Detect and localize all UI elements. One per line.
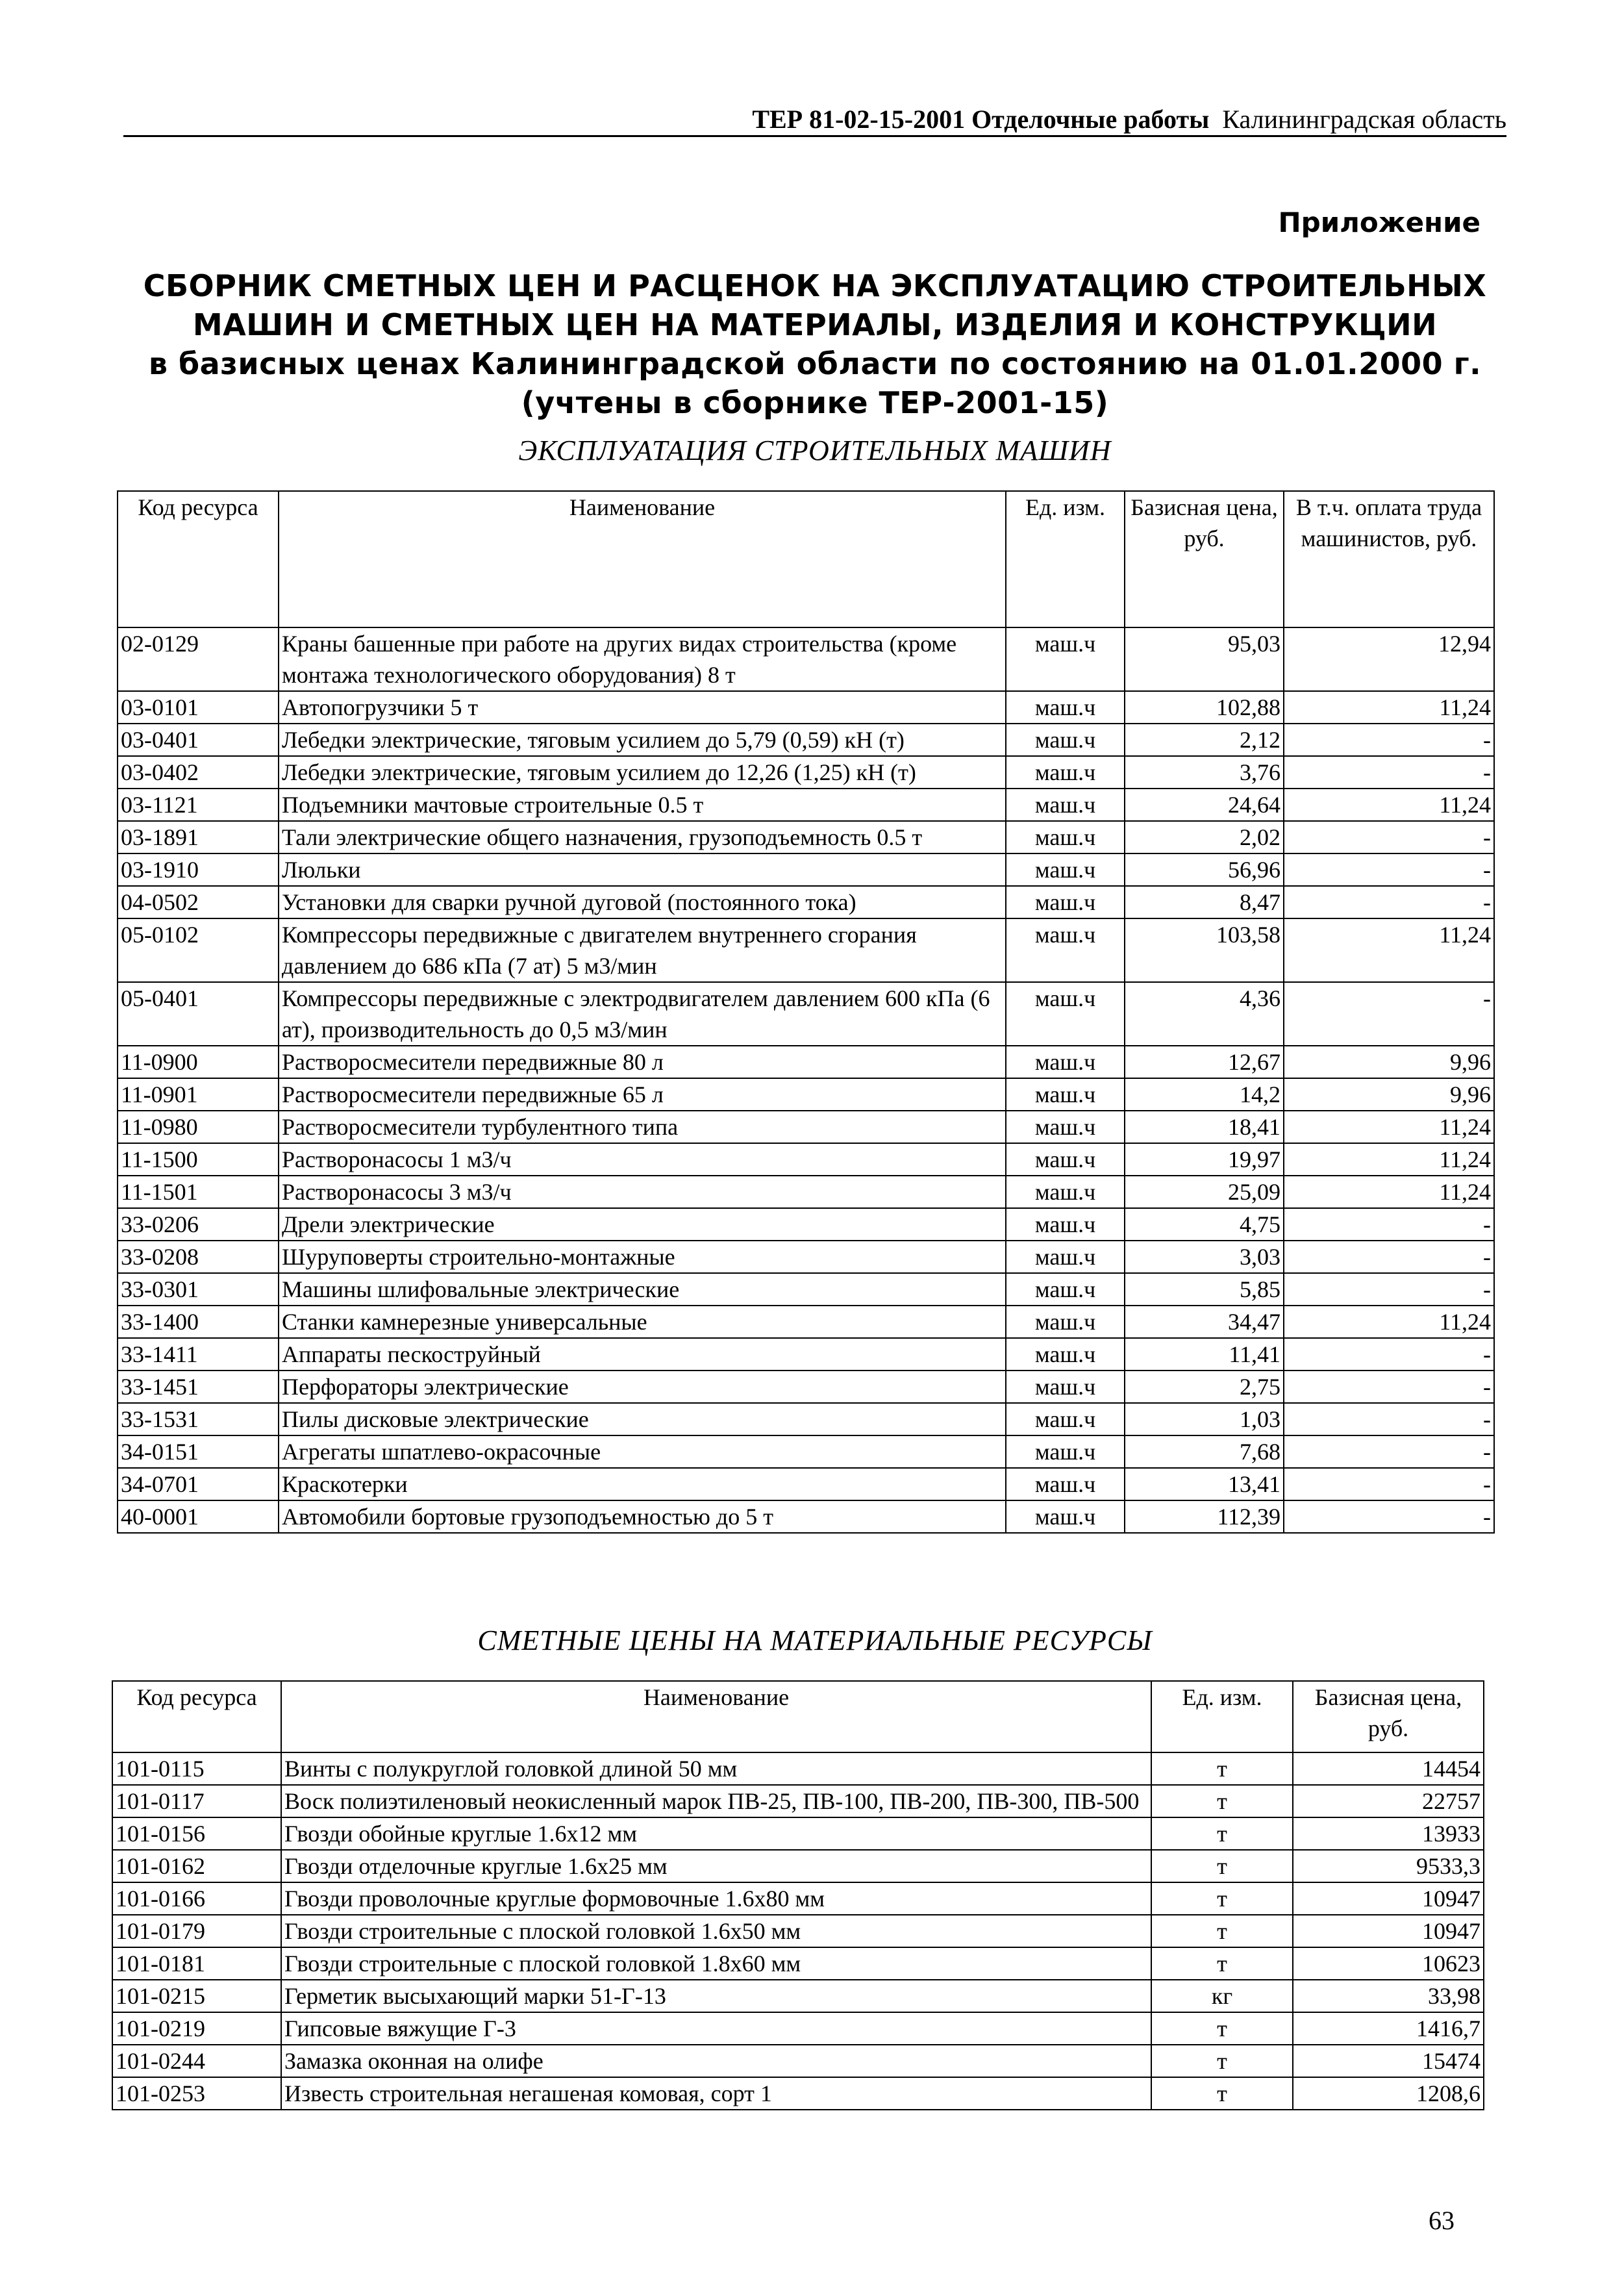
cell-name: Гвозди отделочные круглые 1.6х25 мм xyxy=(281,1850,1151,1882)
cell-unit: маш.ч xyxy=(1006,1046,1125,1078)
table-row xyxy=(112,2045,1484,2077)
cell-unit: т xyxy=(1151,1947,1293,1980)
cell-code: 40-0001 xyxy=(118,1500,279,1533)
cell-code: 11-0900 xyxy=(118,1046,279,1078)
table-row xyxy=(112,1882,1484,1915)
cell-price: 3,76 xyxy=(1125,756,1284,789)
materials-table-header xyxy=(112,1681,1484,1752)
cell-code: 33-0208 xyxy=(118,1241,279,1273)
cell-name: Воск полиэтиленовый неокисленный марок ПВ-25, ПВ-100, ПВ-200, ПВ-300, ПВ-500 xyxy=(281,1785,1151,1817)
table-row xyxy=(118,1403,1494,1435)
page-number: 63 xyxy=(1429,2206,1455,2235)
col-header-code: Код ресурса xyxy=(118,491,279,627)
table-row xyxy=(112,1980,1484,2012)
cell-labor: - xyxy=(1284,1403,1494,1435)
main-title-line-1: СБОРНИК СМЕТНЫХ ЦЕН И РАСЦЕНОК НА ЭКСПЛУАТАЦИЮ СТРОИТЕЛЬНЫХ xyxy=(143,268,1487,303)
cell-name: Автомобили бортовые грузоподъемностью до 5 т xyxy=(279,1500,1006,1533)
cell-name: Тали электрические общего назначения, грузоподъемность 0.5 т xyxy=(279,821,1006,853)
cell-labor: - xyxy=(1284,982,1494,1046)
col-header-unit: Ед. изм. xyxy=(1006,491,1125,627)
cell-name: Винты с полукруглой головкой длиной 50 мм xyxy=(281,1752,1151,1785)
cell-labor: 11,24 xyxy=(1284,789,1494,821)
cell-price: 19,97 xyxy=(1125,1143,1284,1176)
cell-unit: маш.ч xyxy=(1006,1176,1125,1208)
cell-unit: маш.ч xyxy=(1006,1500,1125,1533)
cell-name: Установки для сварки ручной дуговой (постоянного тока) xyxy=(279,886,1006,918)
cell-labor: - xyxy=(1284,1273,1494,1306)
cell-unit: т xyxy=(1151,1882,1293,1915)
cell-code: 101-0244 xyxy=(112,2045,281,2077)
table-row xyxy=(112,1850,1484,1882)
cell-price: 112,39 xyxy=(1125,1500,1284,1533)
table-row xyxy=(118,1306,1494,1338)
table-row xyxy=(118,1435,1494,1468)
cell-code: 03-0402 xyxy=(118,756,279,789)
machines-table-header xyxy=(118,491,1494,627)
table-row xyxy=(118,918,1494,982)
cell-unit: т xyxy=(1151,2045,1293,2077)
table-row xyxy=(118,1143,1494,1176)
appendix-label: Приложение xyxy=(1278,207,1480,238)
cell-unit: т xyxy=(1151,1752,1293,1785)
cell-code: 03-1891 xyxy=(118,821,279,853)
cell-price: 11,41 xyxy=(1125,1338,1284,1371)
table-row xyxy=(118,886,1494,918)
col-header-labor: В т.ч. оплата труда машинистов, руб. xyxy=(1284,491,1494,627)
cell-price: 56,96 xyxy=(1125,853,1284,886)
cell-name: Замазка оконная на олифе xyxy=(281,2045,1151,2077)
table-row xyxy=(118,1241,1494,1273)
region-label: Калининградская область xyxy=(1222,105,1506,134)
cell-name: Гвозди строительные с плоской головкой 1.6х50 мм xyxy=(281,1915,1151,1947)
cell-code: 02-0129 xyxy=(118,627,279,691)
cell-code: 03-1121 xyxy=(118,789,279,821)
cell-name: Гвозди проволочные круглые формовочные 1.6х80 мм xyxy=(281,1882,1151,1915)
cell-unit: маш.ч xyxy=(1006,756,1125,789)
table-row xyxy=(112,1915,1484,1947)
cell-name: Компрессоры передвижные с электродвигателем давлением 600 кПа (6 ат), производительность до 0,5 м3/мин xyxy=(279,982,1006,1046)
cell-unit: маш.ч xyxy=(1006,982,1125,1046)
cell-price: 8,47 xyxy=(1125,886,1284,918)
table-row xyxy=(112,2077,1484,2110)
cell-unit: маш.ч xyxy=(1006,1273,1125,1306)
cell-labor: - xyxy=(1284,1500,1494,1533)
cell-labor: 9,96 xyxy=(1284,1078,1494,1111)
cell-code: 34-0701 xyxy=(118,1468,279,1500)
cell-code: 04-0502 xyxy=(118,886,279,918)
cell-price: 15474 xyxy=(1293,2045,1484,2077)
cell-code: 101-0117 xyxy=(112,1785,281,1817)
cell-name: Агрегаты шпатлево-окрасочные xyxy=(279,1435,1006,1468)
cell-code: 33-1451 xyxy=(118,1371,279,1403)
cell-code: 33-1411 xyxy=(118,1338,279,1371)
machines-table xyxy=(117,490,1495,1534)
cell-name: Лебедки электрические, тяговым усилием до 5,79 (0,59) кН (т) xyxy=(279,724,1006,756)
table-row xyxy=(118,982,1494,1046)
cell-price: 13,41 xyxy=(1125,1468,1284,1500)
cell-code: 34-0151 xyxy=(118,1435,279,1468)
table-row xyxy=(112,2012,1484,2045)
cell-unit: маш.ч xyxy=(1006,691,1125,724)
cell-price: 5,85 xyxy=(1125,1273,1284,1306)
cell-labor: - xyxy=(1284,756,1494,789)
doc-code-title: ТЕР 81-02-15-2001 Отделочные работы xyxy=(752,105,1210,134)
table-row xyxy=(118,789,1494,821)
cell-code: 101-0162 xyxy=(112,1850,281,1882)
cell-name: Краны башенные при работе на других видах строительства (кроме монтажа технологического оборудования) 8 т xyxy=(279,627,1006,691)
cell-price: 25,09 xyxy=(1125,1176,1284,1208)
header-divider xyxy=(123,135,1506,137)
running-header xyxy=(123,104,1506,135)
cell-labor: - xyxy=(1284,821,1494,853)
table-row xyxy=(118,1046,1494,1078)
cell-unit: маш.ч xyxy=(1006,724,1125,756)
col-header-price: Базисная цена, руб. xyxy=(1293,1681,1484,1752)
cell-price: 2,12 xyxy=(1125,724,1284,756)
cell-code: 03-1910 xyxy=(118,853,279,886)
cell-code: 11-0901 xyxy=(118,1078,279,1111)
cell-unit: маш.ч xyxy=(1006,789,1125,821)
cell-code: 101-0181 xyxy=(112,1947,281,1980)
cell-price: 2,02 xyxy=(1125,821,1284,853)
cell-price: 3,03 xyxy=(1125,1241,1284,1273)
machines-table-body xyxy=(118,627,1494,1533)
cell-name: Растворосмесители турбулентного типа xyxy=(279,1111,1006,1143)
cell-price: 13933 xyxy=(1293,1817,1484,1850)
cell-price: 34,47 xyxy=(1125,1306,1284,1338)
table-row xyxy=(118,1078,1494,1111)
cell-price: 24,64 xyxy=(1125,789,1284,821)
cell-labor: 12,94 xyxy=(1284,627,1494,691)
cell-price: 1208,6 xyxy=(1293,2077,1484,2110)
table-row xyxy=(118,853,1494,886)
cell-name: Шуруповерты строительно-монтажные xyxy=(279,1241,1006,1273)
materials-section-title: СМЕТНЫЕ ЦЕНЫ НА МАТЕРИАЛЬНЫЕ РЕСУРСЫ xyxy=(477,1624,1153,1656)
cell-price: 14,2 xyxy=(1125,1078,1284,1111)
cell-code: 101-0179 xyxy=(112,1915,281,1947)
cell-name: Растворосмесители передвижные 65 л xyxy=(279,1078,1006,1111)
cell-unit: маш.ч xyxy=(1006,1241,1125,1273)
cell-unit: маш.ч xyxy=(1006,1468,1125,1500)
cell-name: Подъемники мачтовые строительные 0.5 т xyxy=(279,789,1006,821)
cell-code: 11-1500 xyxy=(118,1143,279,1176)
cell-name: Машины шлифовальные электрические xyxy=(279,1273,1006,1306)
table-row xyxy=(118,1176,1494,1208)
materials-table xyxy=(112,1680,1484,2110)
cell-name: Гипсовые вяжущие Г-3 xyxy=(281,2012,1151,2045)
cell-price: 1,03 xyxy=(1125,1403,1284,1435)
cell-price: 2,75 xyxy=(1125,1371,1284,1403)
table-row xyxy=(118,1468,1494,1500)
cell-unit: маш.ч xyxy=(1006,1306,1125,1338)
cell-unit: т xyxy=(1151,2077,1293,2110)
cell-price: 33,98 xyxy=(1293,1980,1484,2012)
cell-unit: маш.ч xyxy=(1006,1403,1125,1435)
cell-code: 03-0401 xyxy=(118,724,279,756)
cell-name: Герметик высыхающий марки 51-Г-13 xyxy=(281,1980,1151,2012)
main-title xyxy=(123,266,1506,422)
cell-labor: - xyxy=(1284,1371,1494,1403)
cell-price: 10623 xyxy=(1293,1947,1484,1980)
cell-code: 101-0215 xyxy=(112,1980,281,2012)
cell-unit: маш.ч xyxy=(1006,1111,1125,1143)
cell-name: Перфораторы электрические xyxy=(279,1371,1006,1403)
cell-unit: т xyxy=(1151,1785,1293,1817)
cell-code: 33-0301 xyxy=(118,1273,279,1306)
cell-unit: маш.ч xyxy=(1006,1078,1125,1111)
cell-code: 33-1531 xyxy=(118,1403,279,1435)
cell-unit: маш.ч xyxy=(1006,918,1125,982)
cell-labor: - xyxy=(1284,1208,1494,1241)
cell-unit: маш.ч xyxy=(1006,1435,1125,1468)
table-row xyxy=(112,1785,1484,1817)
table-row xyxy=(118,1273,1494,1306)
main-title-line-4: (учтены в сборнике ТЕР-2001-15) xyxy=(521,385,1109,420)
cell-unit: маш.ч xyxy=(1006,853,1125,886)
cell-name: Гвозди обойные круглые 1.6х12 мм xyxy=(281,1817,1151,1850)
materials-table-body xyxy=(112,1752,1484,2110)
cell-labor: 11,24 xyxy=(1284,918,1494,982)
cell-price: 103,58 xyxy=(1125,918,1284,982)
cell-unit: маш.ч xyxy=(1006,1143,1125,1176)
cell-code: 101-0166 xyxy=(112,1882,281,1915)
cell-name: Растворосмесители передвижные 80 л xyxy=(279,1046,1006,1078)
cell-price: 102,88 xyxy=(1125,691,1284,724)
table-row xyxy=(118,756,1494,789)
cell-name: Станки камнерезные универсальные xyxy=(279,1306,1006,1338)
cell-code: 101-0253 xyxy=(112,2077,281,2110)
cell-labor: - xyxy=(1284,1435,1494,1468)
cell-name: Растворонасосы 3 м3/ч xyxy=(279,1176,1006,1208)
cell-labor: - xyxy=(1284,1468,1494,1500)
cell-unit: т xyxy=(1151,1850,1293,1882)
cell-price: 14454 xyxy=(1293,1752,1484,1785)
cell-labor: 11,24 xyxy=(1284,1176,1494,1208)
cell-name: Пилы дисковые электрические xyxy=(279,1403,1006,1435)
cell-name: Гвозди строительные с плоской головкой 1.8х60 мм xyxy=(281,1947,1151,1980)
cell-code: 101-0156 xyxy=(112,1817,281,1850)
cell-code: 101-0219 xyxy=(112,2012,281,2045)
cell-price: 4,36 xyxy=(1125,982,1284,1046)
cell-unit: маш.ч xyxy=(1006,1338,1125,1371)
table-row xyxy=(118,1208,1494,1241)
table-row xyxy=(118,1338,1494,1371)
table-row xyxy=(118,1371,1494,1403)
cell-code: 11-1501 xyxy=(118,1176,279,1208)
table-row xyxy=(118,821,1494,853)
cell-unit: маш.ч xyxy=(1006,886,1125,918)
cell-labor: - xyxy=(1284,724,1494,756)
cell-name: Лебедки электрические, тяговым усилием до 12,26 (1,25) кН (т) xyxy=(279,756,1006,789)
cell-code: 33-1400 xyxy=(118,1306,279,1338)
cell-code: 101-0115 xyxy=(112,1752,281,1785)
cell-unit: т xyxy=(1151,2012,1293,2045)
cell-labor: 11,24 xyxy=(1284,1111,1494,1143)
table-row xyxy=(118,724,1494,756)
table-row xyxy=(112,1947,1484,1980)
cell-name: Компрессоры передвижные с двигателем внутреннего сгорания давлением до 686 кПа (7 ат) 5 м3/мин xyxy=(279,918,1006,982)
cell-price: 4,75 xyxy=(1125,1208,1284,1241)
cell-name: Автопогрузчики 5 т xyxy=(279,691,1006,724)
main-title-line-3: в базисных ценах Калининградской области по состоянию на 01.01.2000 г. xyxy=(148,346,1482,381)
cell-price: 22757 xyxy=(1293,1785,1484,1817)
cell-price: 12,67 xyxy=(1125,1046,1284,1078)
col-header-name: Наименование xyxy=(279,491,1006,627)
cell-labor: - xyxy=(1284,1338,1494,1371)
col-header-code: Код ресурса xyxy=(112,1681,281,1752)
machines-section-title: ЭКСПЛУАТАЦИЯ СТРОИТЕЛЬНЫХ МАШИН xyxy=(518,435,1112,466)
cell-labor: 11,24 xyxy=(1284,1143,1494,1176)
cell-labor: - xyxy=(1284,853,1494,886)
cell-code: 33-0206 xyxy=(118,1208,279,1241)
cell-name: Аппараты пескоструйный xyxy=(279,1338,1006,1371)
cell-labor: - xyxy=(1284,1241,1494,1273)
col-header-name: Наименование xyxy=(281,1681,1151,1752)
table-row xyxy=(112,1817,1484,1850)
cell-code: 11-0980 xyxy=(118,1111,279,1143)
cell-name: Краскотерки xyxy=(279,1468,1006,1500)
table-row xyxy=(118,1111,1494,1143)
cell-name: Известь строительная негашеная комовая, сорт 1 xyxy=(281,2077,1151,2110)
cell-unit: кг xyxy=(1151,1980,1293,2012)
cell-unit: т xyxy=(1151,1817,1293,1850)
cell-unit: маш.ч xyxy=(1006,627,1125,691)
cell-price: 1416,7 xyxy=(1293,2012,1484,2045)
cell-unit: маш.ч xyxy=(1006,1371,1125,1403)
cell-code: 05-0102 xyxy=(118,918,279,982)
col-header-unit: Ед. изм. xyxy=(1151,1681,1293,1752)
table-row xyxy=(118,691,1494,724)
cell-price: 10947 xyxy=(1293,1882,1484,1915)
cell-code: 05-0401 xyxy=(118,982,279,1046)
cell-labor: 9,96 xyxy=(1284,1046,1494,1078)
col-header-price: Базисная цена, руб. xyxy=(1125,491,1284,627)
main-title-line-2: МАШИН И СМЕТНЫХ ЦЕН НА МАТЕРИАЛЫ, ИЗДЕЛИЯ И КОНСТРУКЦИИ xyxy=(192,307,1438,342)
cell-unit: маш.ч xyxy=(1006,821,1125,853)
cell-unit: т xyxy=(1151,1915,1293,1947)
cell-labor: 11,24 xyxy=(1284,691,1494,724)
cell-price: 95,03 xyxy=(1125,627,1284,691)
cell-unit: маш.ч xyxy=(1006,1208,1125,1241)
cell-name: Дрели электрические xyxy=(279,1208,1006,1241)
table-row xyxy=(118,1500,1494,1533)
cell-labor: 11,24 xyxy=(1284,1306,1494,1338)
cell-labor: - xyxy=(1284,886,1494,918)
table-row xyxy=(118,627,1494,691)
cell-price: 10947 xyxy=(1293,1915,1484,1947)
cell-price: 18,41 xyxy=(1125,1111,1284,1143)
table-row xyxy=(112,1752,1484,1785)
cell-name: Растворонасосы 1 м3/ч xyxy=(279,1143,1006,1176)
cell-price: 9533,3 xyxy=(1293,1850,1484,1882)
cell-price: 7,68 xyxy=(1125,1435,1284,1468)
cell-code: 03-0101 xyxy=(118,691,279,724)
cell-name: Люльки xyxy=(279,853,1006,886)
